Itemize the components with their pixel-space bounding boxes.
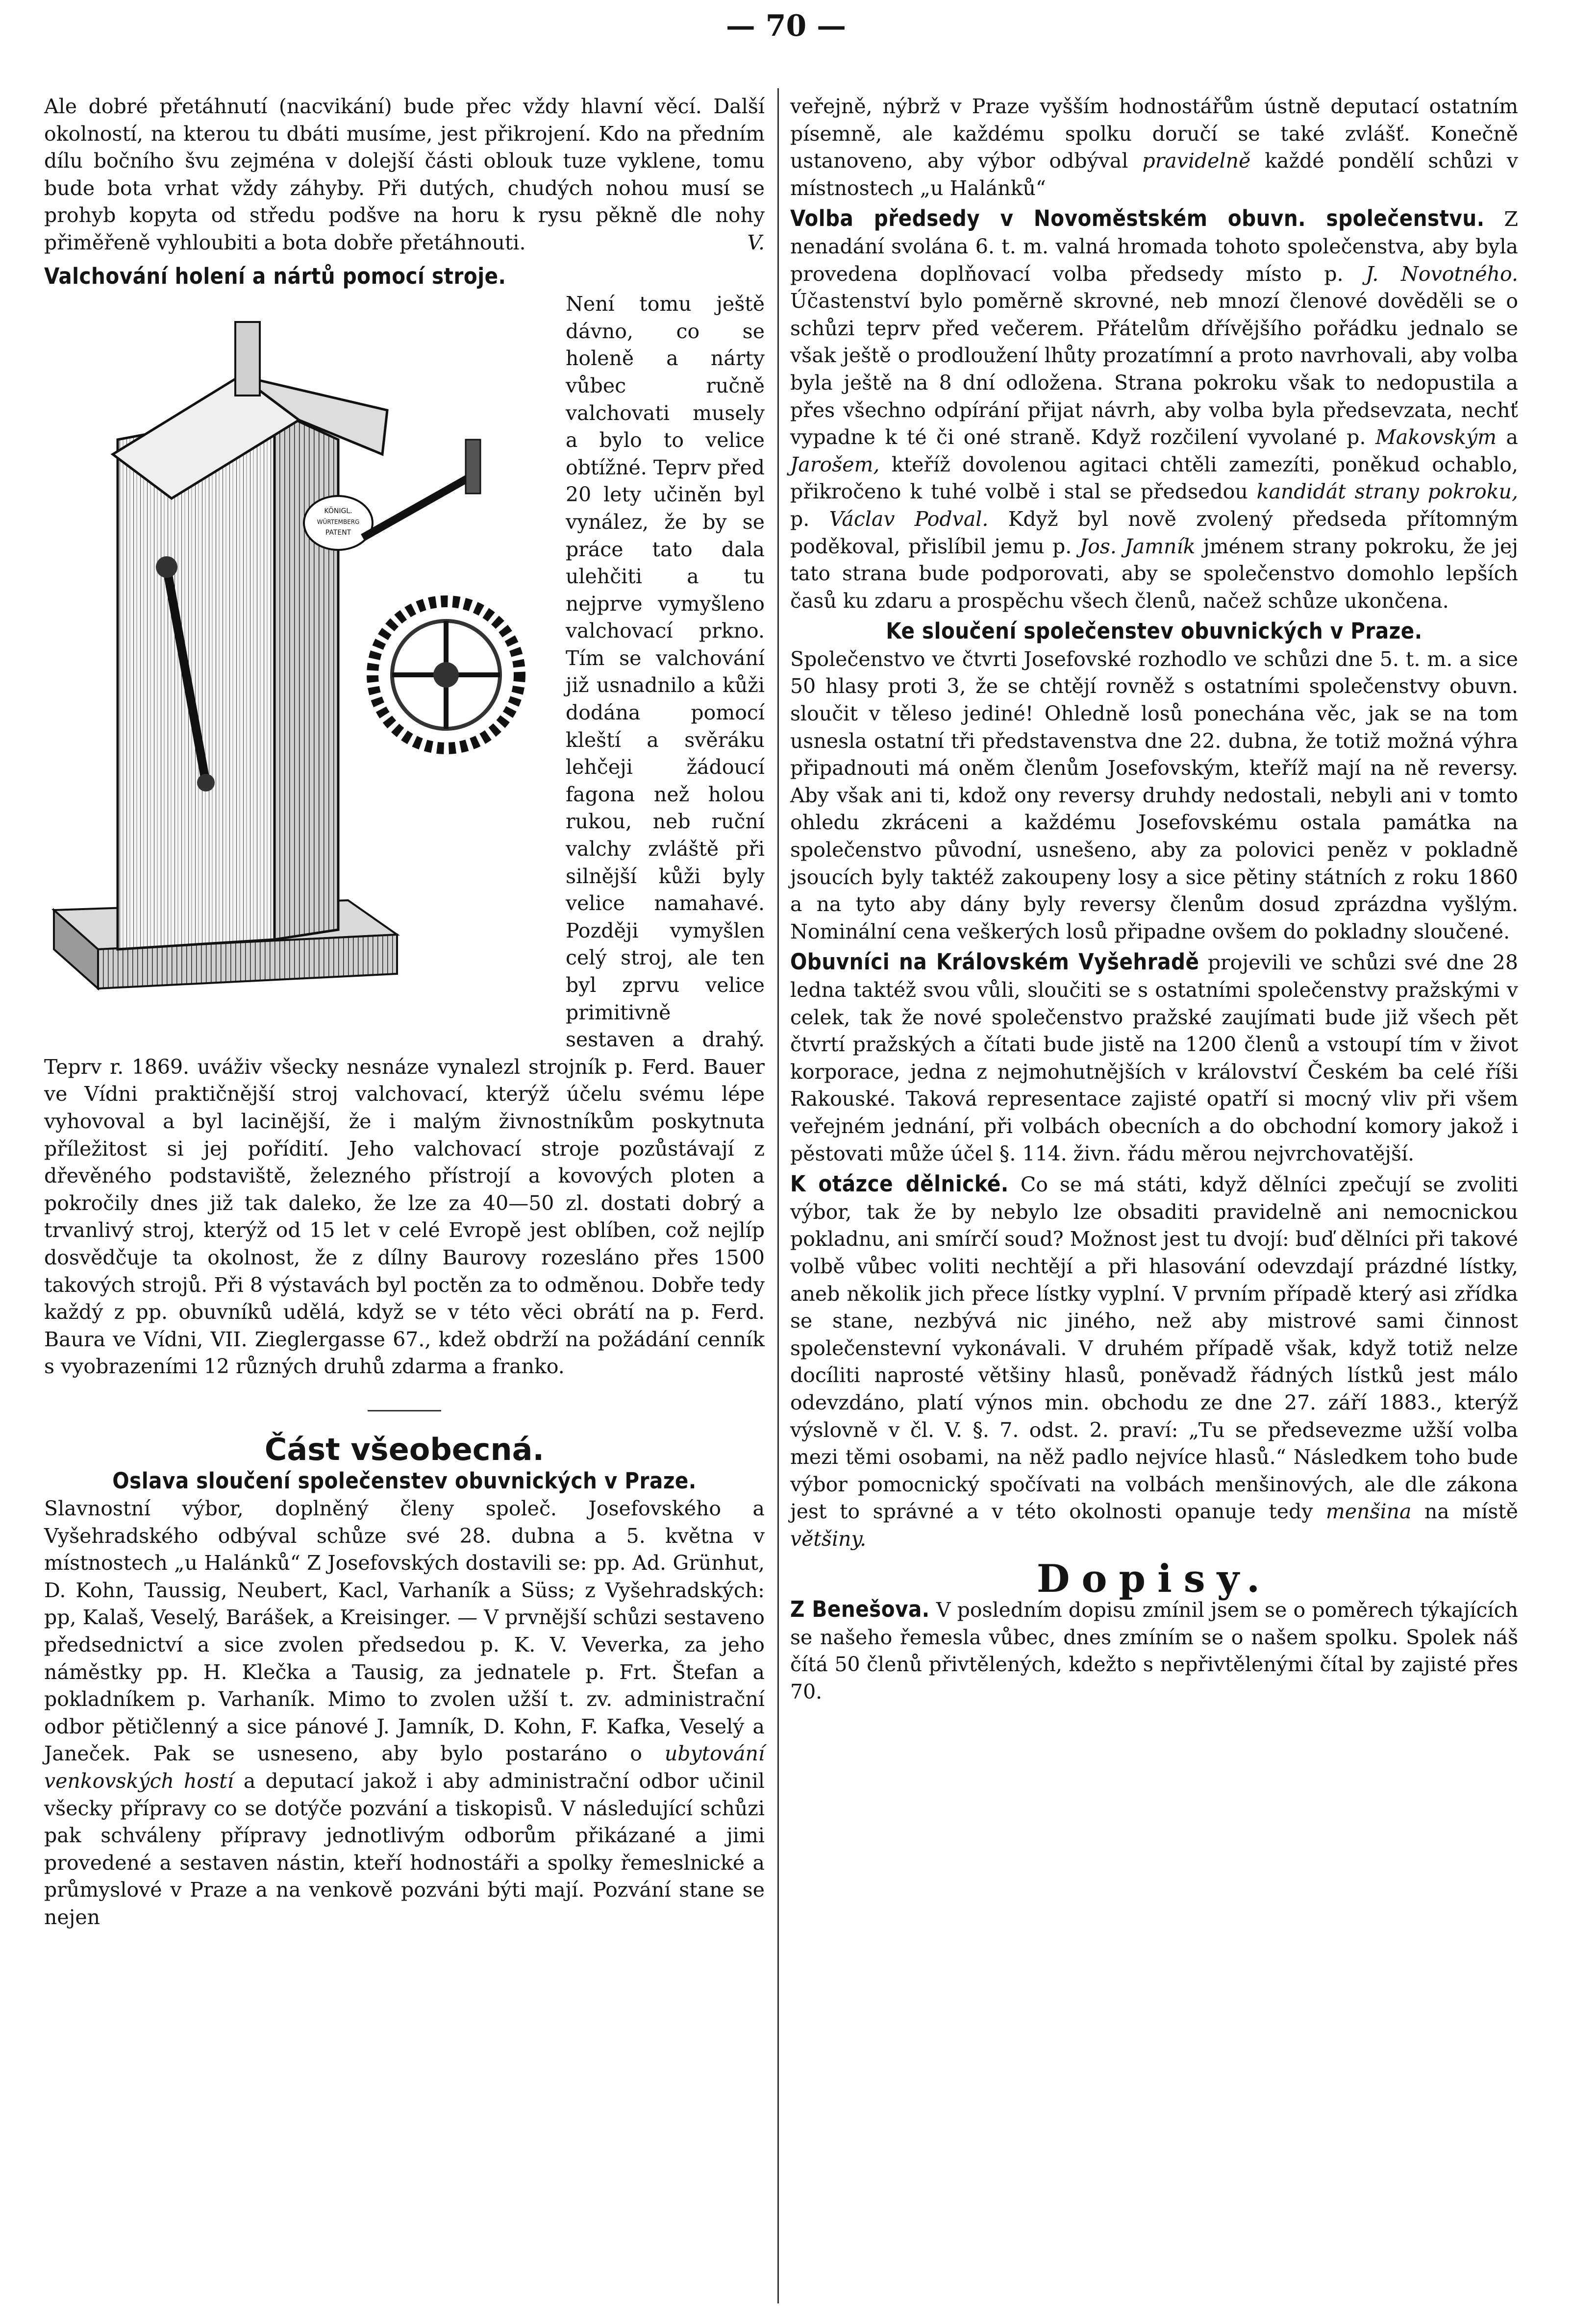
article-fulling-machine (44, 263, 765, 291)
article-labor-question: K otázce dělnické. Co se má státi, když dělníci zpečují se zvoliti výbor, tak že by nebylo lze obsaditi pravidelně ani nemocnickou pokladnu, ani smírčí soud? Možnost jest tu dvojí: buď dělníci při takové volbě vůbec voliti nechtějí a při hlasování odevzdají prázdné lístky, aneb několik jich přece lístky vyplní. V prvním případě který asi zřídka se stane, nezbývá nic jiného, než aby mistrové sami činnost společenstevní vykonávali. V druhém případě však, když totiž nelze docíliti naprosté většiny hlasů, poněvadž řádných lístků jest málo odevzdáno, platí výnos min. obchodu ze dne 27. září 1883., kterýž výslovně v čl. V. §. 7. odst. 2. praví: „Tu se předsevezme užší volba mezi těmi osobami, na něž padlo nejvíce hlasů.“ Následkem toho bude výbor pomocnický spočívati na volbách menšinových, ale dle zákona jest to správné a v této okolnosti opanuje tedy menšina na místě většiny. (790, 1171, 1518, 1551)
svg-text:PATENT: PATENT (325, 529, 351, 537)
heading-labor-question: K otázce dělnické. (790, 1171, 1009, 1197)
heading-fulling-machine: Valchování holení a nártů pomocí stroje. (44, 263, 506, 289)
heading-vysehrad: Obuvníci na Královském Vyšehradě (790, 949, 1199, 975)
svg-text:KÖNIGL.: KÖNIGL. (324, 507, 352, 516)
left-column (44, 93, 765, 1931)
heading-benesov: Z Benešova. (790, 1596, 930, 1623)
column-rule (777, 88, 779, 2303)
celebration-continued: veřejně, nýbrž v Praze vyšším hodnostářům ústně deputací ostatním písemně, ale každému spolku doručí se také zvlášť. Konečně ustanoveno, aby výbor odbýval pravidelně každé pondělí schůzi v místnostech „u Halánků“ (790, 95, 1518, 200)
fulling-machine-illustration (44, 293, 554, 1042)
article-benesov: Z Benešova. V posledním dopisu zmínil jsem se o poměrech týkajících se našeho řemesla vůbec, dnes zmíním se o našem spolku. Spolek náš čítá 50 členů přivtělených, kdežto s nepřivtělenými čítal by zajisté přes 70. (790, 1596, 1518, 1704)
article-election: Volba předsedy v Novoměstském obuvn. společenstvu. Z nenadání svolána 6. t. m. valná hromada tohoto společenstva, aby byla provedena doplňovací volba předsedy místo p. J. Novotného. Účastenství bylo poměrně skrovné, neb mnozí členové dověděli se o schůzi teprv před večerem. Přátelům dřívějšího pořádku jednalo se však ještě o prodloužení lhůty prozatímní a proto navrhovali, aby volba byla ještě na 8 dní odložena. Strana pokroku však to nedopustila a přes všechno odpírání přijat návrh, aby volba byla předsevzata, nechť vypadne k té či oné straně. Když rozčilení vyvolané p. Makovským a Jarošem, kteříž dovolenou agitaci chtěli zamezíti, poněkud ochablo, přikročeno k tuhé volbě i stal se předsedou kandidát strany pokroku, p. Václav Podval. Když byl nově zvolený předseda přítomným poděkoval, přislíbil jemu p. Jos. Jamník jménem strany pokroku, že jej tato strana bude podporovati, aby se společenstvo domohlo lepších časů ku zdaru a prospěchu všech členů, načež schůze ukončena. (790, 205, 1518, 613)
section-title-general: Část všeobecná. (264, 1431, 545, 1467)
section-divider (368, 1410, 441, 1411)
right-column (790, 93, 1518, 1706)
heading-merger: Ke sloučení společenstev obuvnických v Praze. (886, 618, 1422, 644)
svg-text:WÜRTEMBERG: WÜRTEMBERG (317, 519, 360, 526)
author-signature: V. (747, 230, 765, 254)
heading-celebration: Oslava sloučení společenstev obuvnických v Praze. (112, 1467, 697, 1494)
merger-body: Společenstvo ve čtvrti Josefovské rozhodlo ve schůzi dne 5. t. m. a sice 50 hlasy proti 3, že se chtějí rovněž s ostatními společenstvy obuvn. sloučit v těleso jediné! Ohledně losů ponechána věc, jak se na tom usnesla ostatní tři představenstva dne 22. dubna, že totiž možná výhra připadnouti má oněm členům Josefovským, kteříž mají na ně reversy. Aby však ani ti, kdož ony reversy druhdy nedostali, nebyli ani v tomto ohledu zkráceni a každému Josefovskému ostala památka na společenstvo původní, usnešeno, aby za polovici peněz v pokladně jsoucích byly taktéž zakoupeny losy a sice pětiny státních z roku 1860 a na tyto aby dány byly reversy členům dosud zprázdna vyšlým. Nominální cena veškerých losů připadne ovšem do pokladny sloučené. (790, 647, 1518, 943)
celebration-body: Slavnostní výbor, doplněný členy společ. Josefovského a Vyšehradského odbýval schůze své 28. dubna a 5. května v místnostech „u Halánků“ Z Josefovských dostavili se: pp. Ad. Grünhut, D. Kohn, Taussig, Neubert, Kacl, Varhaník a Süss; z Vyšehradských: pp, Kalaš, Veselý, Barášek, a Kreisinger. — V prvnější schůzi sestaveno předsednictví a sice zvolen předsedou p. K. V. Veverka, za jeho náměstky pp. H. Klečka a Tausig, za jednatele p. Frt. Štefan a pokladníkem p. Varhaník. Mimo to zvolen užší t. zv. administrační odbor pětičlenný a sice pánové J. Jamník, D. Kohn, F. Kafka, Veselý a Janeček. Pak se usneseno, aby bylo postaráno o ubytování venkovských hostí a deputací jakož i aby administrační odbor učinil všecky přípravy co se dotýče pozvání a tiskopisů. V následující schůzi pak schváleny přípravy jednotlivým odborům přikázané a jimi provedené a sestaven nástin, kteří hodnostáři a spolky řemeslnické a průmyslové v Praze a na venkově pozváni býti mají. Pozvání stane se nejen (44, 1497, 765, 1929)
section-title-letters: Dopisy. (1036, 1557, 1272, 1602)
page-number: — 70 — (725, 9, 847, 43)
article-vysehrad: Obuvníci na Královském Vyšehradě projevili ve schůzi své dne 28 ledna taktéž svou vůli, sloučiti se s ostatními společenstvy pražskými v celek, tak že nové společenstvo pražské zaujímati bude již všech pět čtvrtí pražských a čítati bude jistě na 1200 členů a vstoupí tím v život korporace, jedna z nejmohutnějších v království Českém ba celé říši Rakouské. Taková representace zajisté opatří si mocný vliv při všem veřejném jednání, při volbách obecních a do obchodní komory jakož i pěstovati může účel §. 114. živn. řádu měrou nejvrchovatější. (790, 949, 1518, 1165)
fulling-machine-body: KÖNIGL. WÜRTEMBERG PATENT Není tomu ještě dávno, co se holeně a nárty vůbec ručně valchovati musely a bylo to velice obtížné. Teprv před 20 lety učiněn byl vynález, že by se práce tato dala ulehčiti a tu nejprve vymyšleno valchovací prkno. Tím se valchování již usnadnilo a kůži dodána pomocí kleští a svěráku lehčeji žádoucí fagona než holou rukou, neb ruční valchy zvláště při silnější kůži byly velice namahavé. Později vymyšlen celý stroj, ale ten byl zprvu velice primitivně sestaven a drahý. Teprv r. 1869. uváživ všecky nesnáze vynalezl strojník p. Ferd. Bauer ve Vídni praktičnější stroj valchovací, kterýž účelu svému lépe vyhovoval a byl lacinější, že i malým živnostníkům poskytnuta příležitost si jej pořídití. Jeho valchovací stroje pozůstávají z dřevěného podstaviště, železného přístrojí a kovových ploten a pokročily dnes již tak daleko, že lze za 40—50 zl. dostati dobrý a trvanlivý stroj, kterýž od 15 let v celé Evropě jest oblíben, což nejlíp dosvědčuje ta okolnost, že z dílny Baurovy rozesláno přes 1500 takových strojů. Při 8 výstavách byl poctěn za to odměnou. Dobře tedy každý z pp. obuvníků udělá, když se v této věci obrátí na p. Ferd. Baura ve Vídni, VII. Zieglergasse 67., kdež obdrží na požádání cenník s vyobrazeními 12 různých druhů zdarma a franko. (44, 292, 765, 1379)
heading-election: Volba předsedy v Novoměstském obuvn. společenstvu. (790, 205, 1485, 232)
article-fitting-text: Ale dobré přetáhnutí (nacvikání) bude přec vždy hlavní věcí. Další okolností, na kterou tu dbáti musíme, jest přikrojení. Kdo na předním dílu bočního švu zejména v dolejší části oblouk tuze vyklene, tomu bude bota vrhat vždy záhyby. Při dutých, chudých nohou musí se prohyb kopyta od středu podšve na horu k rysu pěkně dle nohy přiměřeně vyhloubiti a bota dobře přetáhnouti. V. (44, 93, 765, 257)
